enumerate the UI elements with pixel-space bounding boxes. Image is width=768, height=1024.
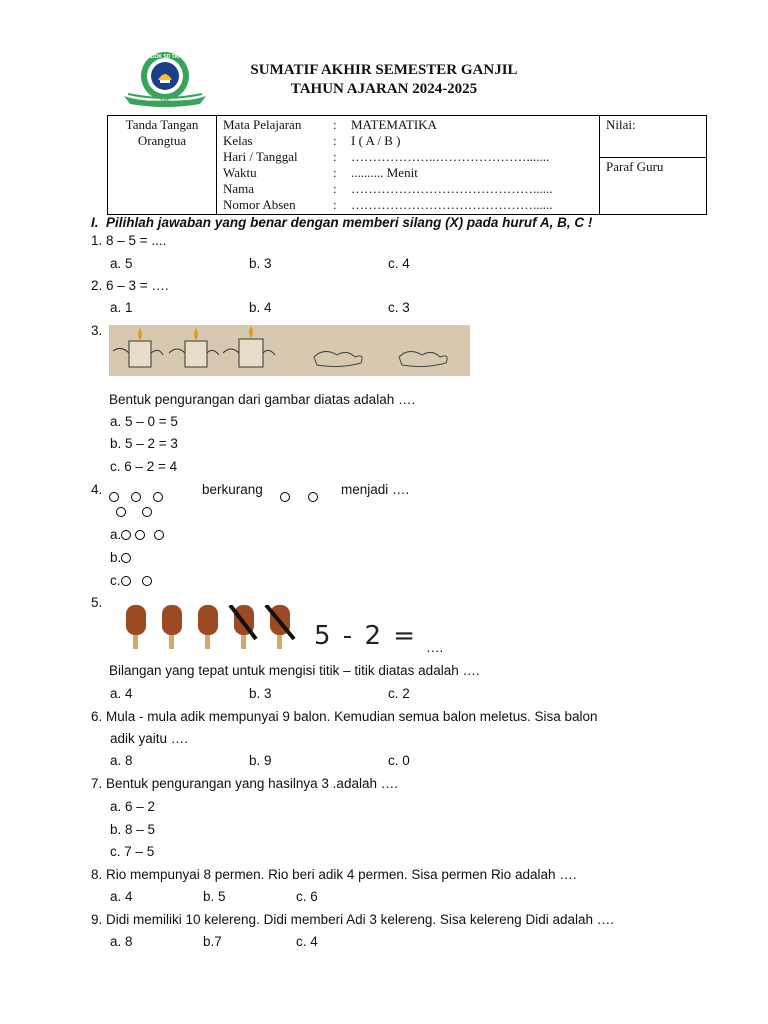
question-8: 8. Rio mempunyai 8 permen. Rio beri adik 4 permen. Sisa permen Rio adalah …. [91, 867, 577, 882]
question-5-text: Bilangan yang tepat untuk mengisi titik – titik diatas adalah …. [109, 663, 480, 678]
q5-equation: 5 - 2 = [314, 621, 418, 651]
q2-option-c[interactable]: c. 3 [388, 300, 410, 315]
student-info-cell [217, 116, 600, 215]
circle-icon [135, 530, 145, 540]
question-6-line1: 6. Mula - mula adik mempunyai 9 balon. Kemudian semua balon meletus. Sisa balon [91, 709, 598, 724]
q4-circles-start-row2 [116, 503, 152, 521]
q7-option-b[interactable]: b. 8 – 5 [110, 822, 156, 837]
q4-option-c-label: c. [110, 573, 121, 588]
question-9: 9. Didi memiliki 10 kelereng. Didi memberi Adi 3 kelereng. Sisa kelereng Didi adalah …. [91, 912, 614, 927]
q2-option-b[interactable]: b. 4 [249, 300, 272, 315]
circle-icon [121, 553, 131, 563]
paraf-label: Paraf Guru [606, 159, 664, 174]
academic-year: TAHUN AJARAN 2024-2025 [290, 81, 478, 97]
q3-option-a[interactable]: a. 5 – 0 = 5 [110, 414, 178, 429]
question-1: 1. 8 – 5 = .... [91, 233, 167, 248]
q1-option-b[interactable]: b. 3 [249, 256, 272, 271]
logo-text-top: PONDOK SD TAHFIDZ [140, 54, 193, 60]
nilai-label: Nilai: [606, 117, 636, 132]
circle-icon [121, 576, 131, 586]
circle-icon [142, 507, 152, 517]
popsicles-image [122, 605, 302, 653]
q5-option-b[interactable]: b. 3 [249, 686, 272, 701]
info-row-absen[interactable]: Nomor Absen : ……………………………………...... [223, 197, 553, 212]
info-row-date[interactable]: Hari / Tanggal : ………………..…………………....... [223, 149, 550, 164]
q4-option-b[interactable] [110, 550, 131, 565]
signature-label: Tanda Tangan [125, 117, 199, 132]
section-instruction [91, 215, 592, 230]
name-blank[interactable]: ……………………………………...... [351, 181, 553, 196]
circle-icon [121, 530, 131, 540]
circle-icon [131, 492, 141, 502]
instruction-text: Pilihlah jawaban yang benar dengan memberi silang (X) pada huruf A, B, C ! [106, 215, 593, 230]
question-7: 7. Bentuk pengurangan yang hasilnya 3 .adalah …. [91, 776, 398, 791]
circle-icon [308, 492, 318, 502]
q8-option-a[interactable]: a. 4 [110, 889, 133, 904]
section-number: I. [91, 215, 99, 230]
q1-option-c[interactable]: c. 4 [388, 256, 410, 271]
q4-option-b-label: b. [110, 550, 122, 565]
exam-title: SUMATIF AKHIR SEMESTER GANJIL [250, 62, 518, 78]
q9-option-a[interactable]: a. 8 [110, 934, 133, 949]
q8-option-c[interactable]: c. 6 [296, 889, 318, 904]
question-6-line2: adik yaitu …. [110, 731, 189, 746]
info-row-name[interactable]: Nama : ……………………………………...... [223, 181, 553, 196]
info-row-subject: Mata Pelajaran : MATEMATIKA [223, 117, 437, 132]
paraf-box[interactable] [600, 158, 706, 175]
q4-option-c[interactable] [110, 573, 152, 588]
grade-cell [600, 116, 707, 215]
circle-icon [153, 492, 163, 502]
question-3-text: Bentuk pengurangan dari gambar diatas adalah …. [109, 392, 416, 407]
q6-option-a[interactable]: a. 8 [110, 753, 133, 768]
q3-option-b[interactable]: b. 5 – 2 = 3 [110, 436, 178, 451]
q9-option-b[interactable]: b.7 [203, 934, 222, 949]
question-4-number: 4. [91, 482, 103, 497]
candles-image [109, 325, 470, 376]
q5-option-a[interactable]: a. 4 [110, 686, 133, 701]
q2-option-a[interactable]: a. 1 [110, 300, 133, 315]
q4-word-berkurang: berkurang [202, 482, 263, 497]
q6-option-c[interactable]: c. 0 [388, 753, 410, 768]
question-5-number: 5. [91, 595, 103, 610]
signature-label-2: Orangtua [137, 133, 187, 148]
question-2: 2. 6 – 3 = …. [91, 278, 169, 293]
nilai-box[interactable] [600, 116, 706, 158]
class-value: I ( A / B ) [351, 133, 401, 148]
q4-word-menjadi: menjadi …. [341, 482, 410, 497]
q4-option-a-label: a. [110, 527, 122, 542]
circle-icon [142, 576, 152, 586]
school-logo [120, 50, 210, 108]
q7-option-c[interactable]: c. 7 – 5 [110, 844, 155, 859]
q5-blank-dots[interactable]: …. [426, 640, 444, 655]
logo-text-bottom: SD WULAN ASIH [146, 97, 178, 102]
subject-value: MATEMATIKA [351, 117, 437, 132]
q4-circles-removed [280, 488, 318, 506]
time-blank[interactable]: .......... Menit [351, 165, 418, 180]
q6-option-b[interactable]: b. 9 [249, 753, 272, 768]
circle-icon [116, 507, 126, 517]
circle-icon [280, 492, 290, 502]
circle-icon [109, 492, 119, 502]
question-3-number: 3. [91, 323, 103, 338]
q5-option-c[interactable]: c. 2 [388, 686, 410, 701]
absen-blank[interactable]: ……………………………………...... [351, 197, 553, 212]
q3-option-c[interactable]: c. 6 – 2 = 4 [110, 459, 178, 474]
circle-icon [154, 530, 164, 540]
q1-option-a[interactable]: a. 5 [110, 256, 133, 271]
q9-option-c[interactable]: c. 4 [296, 934, 318, 949]
q7-option-a[interactable]: a. 6 – 2 [110, 799, 156, 814]
q8-option-b[interactable]: b. 5 [203, 889, 226, 904]
info-table [107, 115, 707, 215]
info-row-time[interactable]: Waktu : .......... Menit [223, 165, 418, 180]
date-blank[interactable]: ………………..…………………....... [351, 149, 550, 164]
info-row-class: Kelas : I ( A / B ) [223, 133, 401, 148]
q4-option-a[interactable] [110, 527, 164, 542]
signature-cell [108, 116, 217, 215]
